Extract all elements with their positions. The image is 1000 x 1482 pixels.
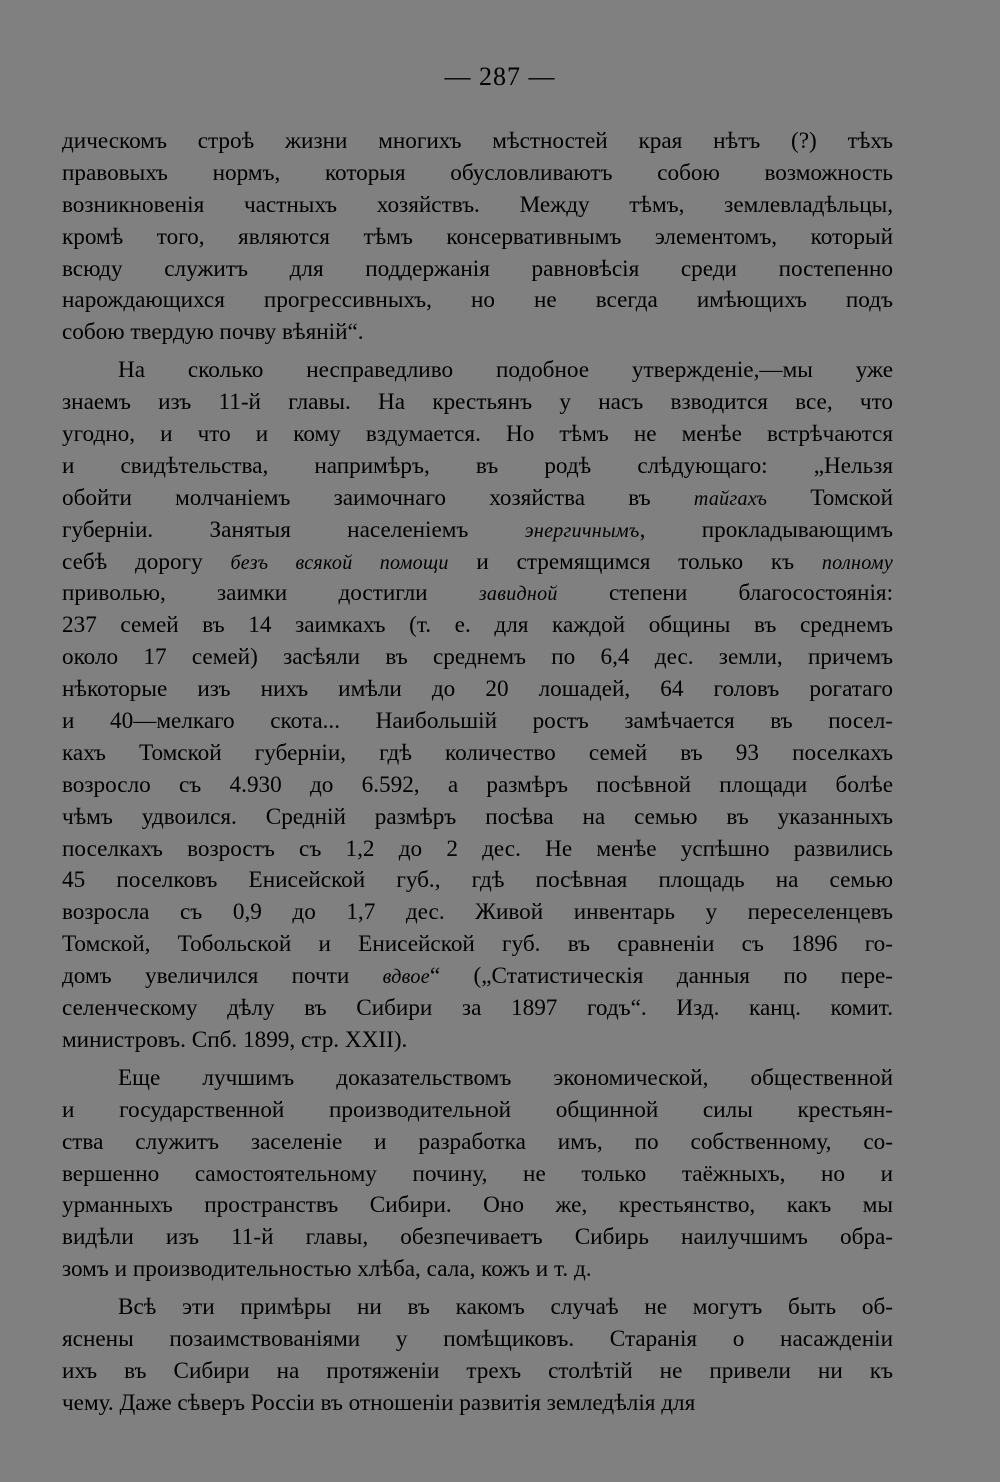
page-number: — 287 — [444,62,556,91]
text-segment: и государственной производительной общинной силы крестьян- [62,1096,893,1123]
text-segment: приволью, заимки достигли [62,580,479,607]
text-segment: губерніи. Занятыя населеніемъ [62,516,525,543]
text-line [62,317,893,349]
text-segment: кромѣ того, являются тѣмъ консервативнымъ элементомъ, который [62,223,893,250]
italic-text: энергичнымъ [524,519,640,542]
text-segment: нѣкоторые изъ нихъ имѣли до 20 лошадей, 64 головъ рогатаго [62,676,893,703]
text-segment: Томской, Тобольской и Енисейской губ. въ сравненіи съ 1896 го- [62,931,893,958]
text-segment: Еще лучшимъ доказательствомъ экономической, общественной [118,1064,893,1091]
text-line [62,834,893,866]
text-segment: возросла съ 0,9 до 1,7 дес. Живой инвентарь у переселенцевъ [62,899,893,926]
italic-text: тайгахъ [693,487,768,510]
italic-text: завидной [478,583,558,606]
text-line [62,929,893,961]
text-segment: ства служитъ заселеніе и разработка имъ, по собственному, со- [62,1128,893,1155]
text-segment: 237 семей въ 14 заимкахъ (т. е. для каждой общины въ среднемъ [62,612,893,639]
text-segment: видѣли изъ 11-й главы, обезпечиваетъ Сибирь наилучшимъ обра- [62,1224,893,1251]
text-segment: правовыхъ нормъ, которыя обусловливаютъ собою возможность [62,159,893,186]
text-segment: и 40—мелкаго скота... Наибольшій ростъ замѣчается въ посел- [62,708,893,735]
text-segment: урманныхъ пространствъ Сибири. Оно же, крестьянство, какъ мы [62,1192,893,1219]
text-segment: и свидѣтельства, напримѣръ, въ родѣ слѣдующаго: „Нельзя [62,452,893,479]
italic-text: вдвое [382,966,430,989]
text-line [62,706,893,738]
text-segment: и стремящимся только къ [448,548,822,575]
text-segment: всюду служитъ для поддержанія равновѣсія среди постепенно [62,255,893,282]
text-line [62,126,893,158]
text-segment: знаемъ изъ 11-й главы. На крестьянъ у насъ взводится все, что [62,389,893,416]
text-segment: поселкахъ возростъ съ 1,2 до 2 дес. Не менѣе успѣшно развились [62,835,893,862]
text-segment: министровъ. Спб. 1899, стр. XXII). [62,1026,408,1053]
text-line [62,1025,893,1057]
text-segment: дическомъ строѣ жизни многихъ мѣстностей края нѣтъ (?) тѣхъ [62,128,893,154]
text-line [62,515,893,547]
text-line [62,1190,893,1222]
text-line [62,642,893,674]
text-segment: нарождающихся прогрессивныхъ, но не всегда имѣющихъ подъ [62,287,893,314]
text-segment: Томской [767,484,893,511]
text-line [62,1388,893,1420]
text-line [62,222,893,254]
paragraph [62,1063,893,1286]
text-segment: “ („Статистическія данныя по пере- [429,963,894,990]
text-line [62,1222,893,1254]
text-segment: зомъ и производительностью хлѣба, сала, кожъ и т. д. [62,1256,592,1283]
text-segment: 45 поселковъ Енисейской губ., гдѣ посѣвная площадь на семью [62,867,893,894]
text-line [62,355,893,387]
text-line [62,285,893,317]
text-line [62,802,893,834]
text-segment: Всѣ эти примѣры ни въ какомъ случаѣ не могутъ быть об- [118,1294,893,1321]
text-line [62,1292,893,1324]
text-line [62,190,893,222]
text-line [62,674,893,706]
text-segment: кахъ Томской губерніи, гдѣ количество семей въ 93 поселкахъ [62,739,893,766]
text-line [62,387,893,419]
text-segment: яснены позаимствованіями у помѣщиковъ. Старанія о насажденіи [62,1325,893,1352]
text-line [62,738,893,770]
text-segment: себѣ дорогу [62,548,231,575]
text-line [62,1159,893,1191]
text-line [62,770,893,802]
text-line [62,1356,893,1388]
paragraph [62,1292,893,1420]
italic-text: полному [821,551,893,574]
text-line [62,610,893,642]
italic-text: безъ всякой помощи [230,551,449,574]
text-line [62,254,893,286]
text-line [62,1127,893,1159]
text-segment: обойти молчаніемъ заимочнаго хозяйства въ [62,484,694,511]
text-line [62,993,893,1025]
text-line [62,1254,893,1286]
text-line [62,578,893,610]
text-segment: возникновенія частныхъ хозяйствъ. Между тѣмъ, землевладѣльцы, [62,191,893,218]
text-line [62,1324,893,1356]
text-line [62,1095,893,1127]
body-text [62,126,893,1420]
text-segment: чему. Даже сѣверъ Россіи въ отношеніи развитія земледѣлія для [62,1389,696,1416]
text-line [62,547,893,579]
text-segment: чѣмъ удвоился. Средній размѣръ посѣва на семью въ указанныхъ [62,803,893,830]
text-line [62,1063,893,1095]
text-line [62,451,893,483]
text-line [62,865,893,897]
text-line [62,158,893,190]
text-segment: около 17 семей) засѣяли въ среднемъ по 6,4 дес. земли, причемъ [62,644,893,671]
text-line [62,419,893,451]
text-line [62,961,893,993]
text-segment: возросло съ 4.930 до 6.592, а размѣръ посѣвной площади болѣе [62,771,893,798]
text-segment: собою твердую почву вѣяній“. [62,319,364,346]
text-segment: вершенно самостоятельному почину, не только таёжныхъ, но и [62,1160,893,1187]
text-segment: домъ увеличился почти [62,963,383,990]
text-line [62,483,893,515]
text-segment: селенческому дѣлу въ Сибири за 1897 годъ“. Изд. канц. комит. [62,995,893,1022]
text-segment: ихъ въ Сибири на протяженіи трехъ столѣтій не привели ни къ [62,1357,893,1384]
paragraph [62,355,893,1057]
text-segment: , прокладывающимъ [639,516,893,543]
text-segment: На сколько несправедливо подобное утвержденіе,—мы уже [118,357,893,384]
text-segment: угодно, и что и кому вздумается. Но тѣмъ не менѣе встрѣчаются [62,421,893,448]
paragraph [62,126,893,349]
text-segment: степени благосостоянія: [557,580,894,607]
text-line [62,897,893,929]
